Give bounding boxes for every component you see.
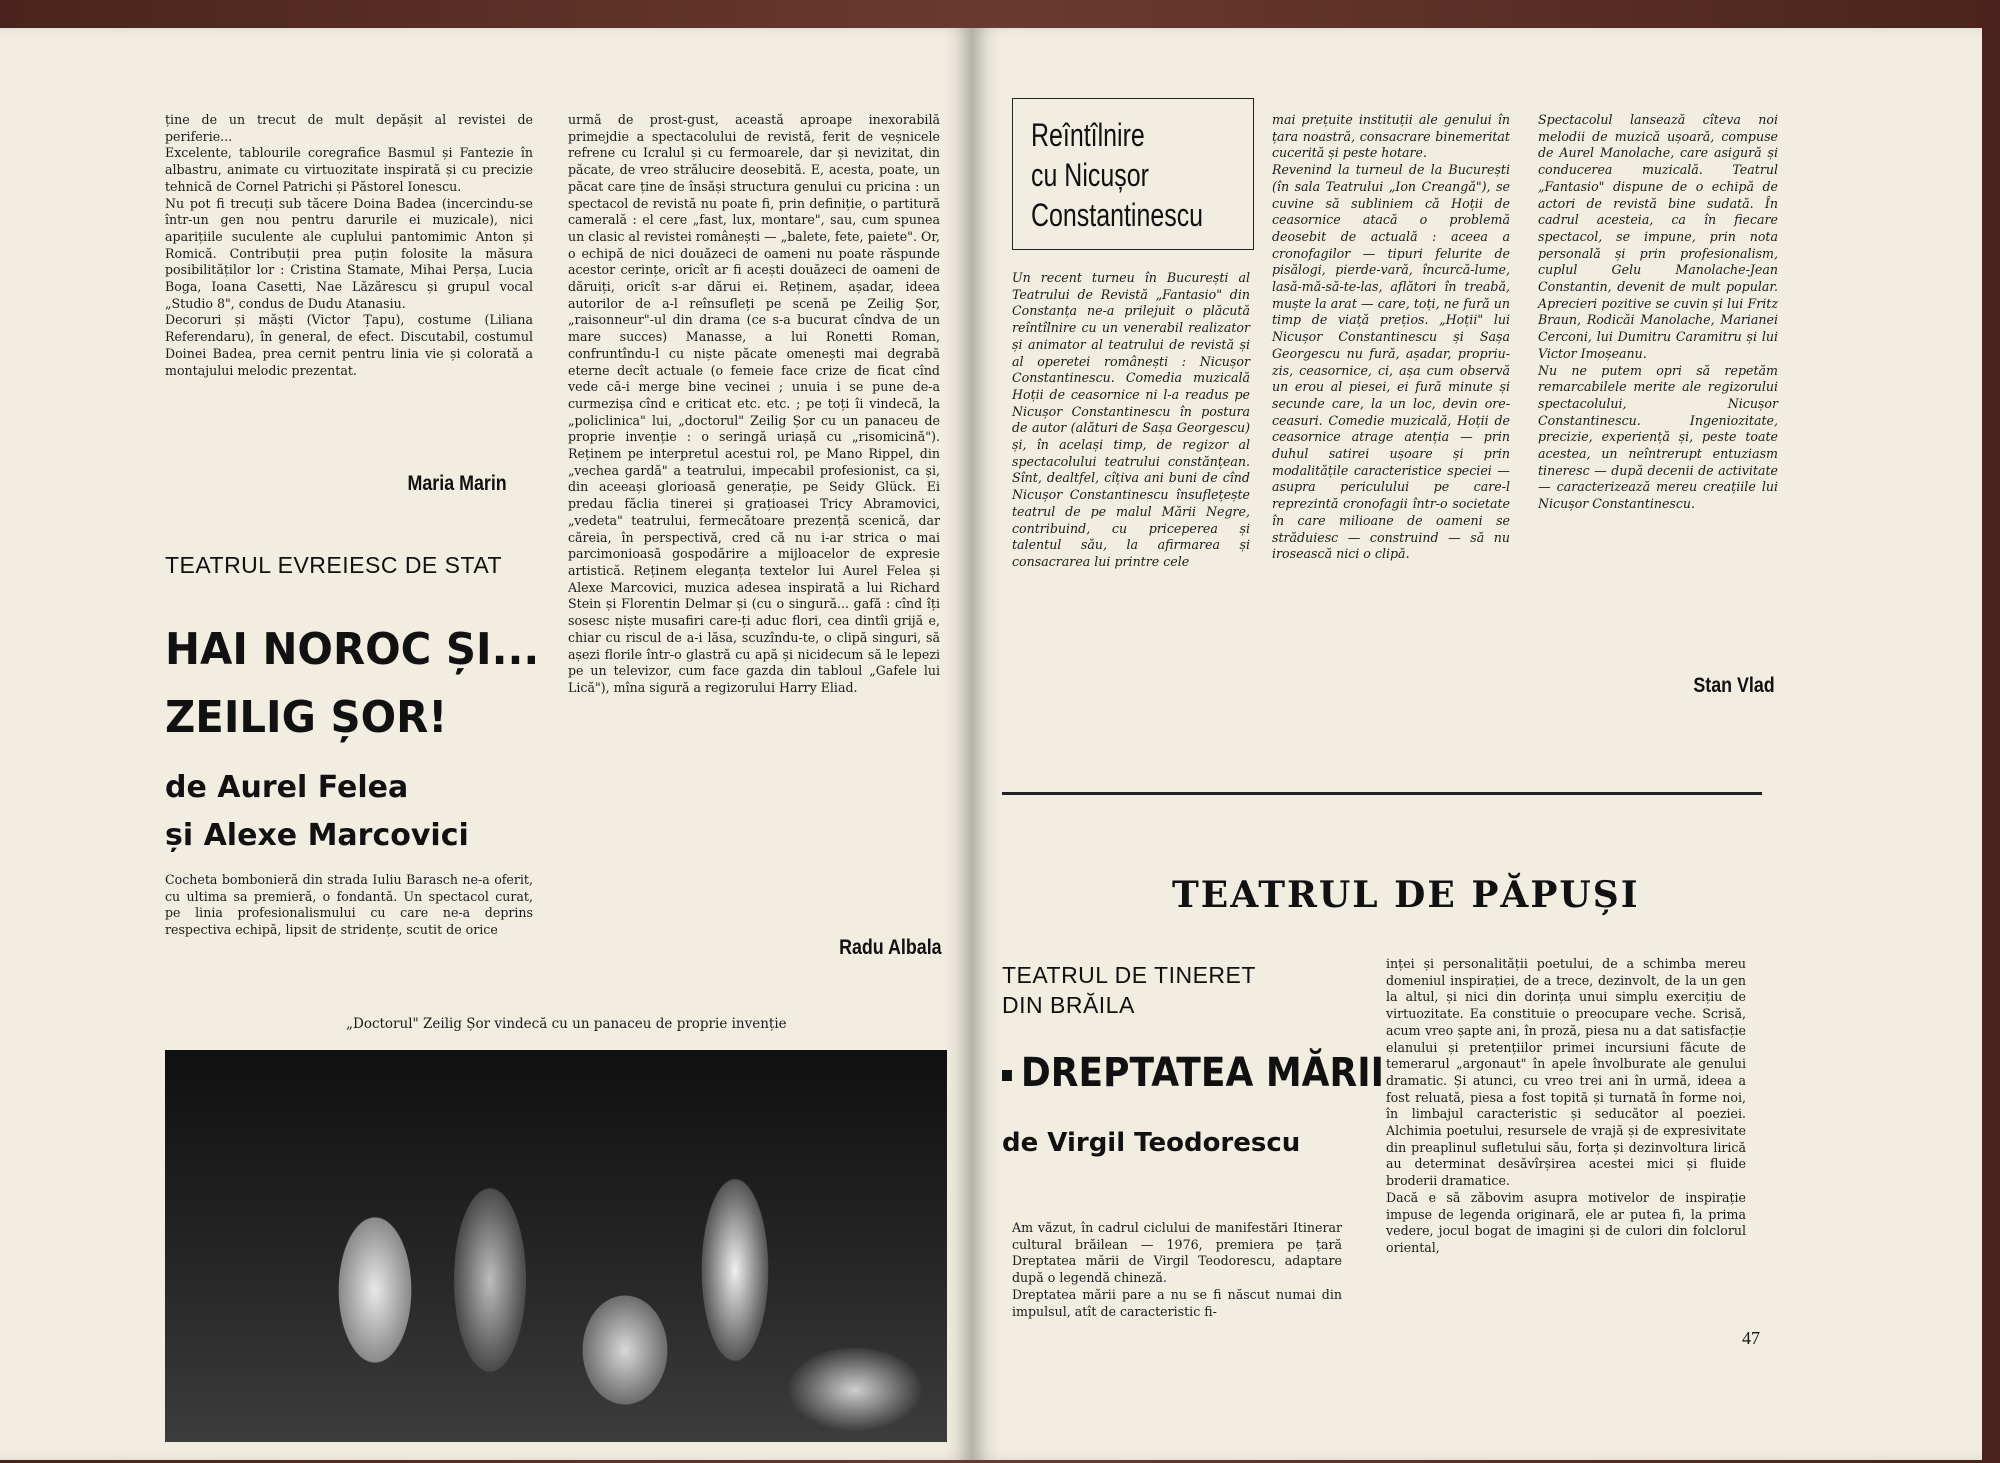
theatre-name-braila-line2: DIN BRĂILA xyxy=(1002,992,1135,1018)
right-col1-text: Un recent turneu în București al Teatrului de Revistă „Fantasio" din Constanța ne-a prilejuit o plăcută reîntîlnire cu un venerabil realizator și animator al teatrului de revistă și al operetei românești : Nicușor Constantinescu. Comedia muzicală Hoții de ceasornice ni l-a readus pe Nicușor Constantinescu în postura de autor (alături de Sașa Georgescu) și, în același timp, de regizor al spectacolului teatrului constănțean. Sînt, dealtfel, cîțiva ani buni de cînd Nicușor Constantinescu însuflețește teatrul de pe malul Mării Negre, contribuind, cu priceperea și talentul său, la afirmarea și consacrarea lui printre cele xyxy=(1012,270,1250,569)
bullet-square-icon xyxy=(1002,1070,1012,1081)
left-col1-review: Cocheta bombonieră din strada Iuliu Barasch ne-a oferit, cu ultima sa premieră, o fondantă. Un spectacol curat, pe linia profesionalismului cu care ne-a deprins respectiva echipă, lipsit de stridențe, scutit de orice xyxy=(165,872,533,938)
page-number: 47 xyxy=(1742,1328,1760,1348)
signature-stan-vlad: Stan Vlad xyxy=(1693,674,1775,697)
left-page xyxy=(0,28,972,1460)
play-title-dreptatea-text: DREPTATEA MĂRII xyxy=(1020,1050,1385,1096)
right-col2-text: mai prețuite instituții ale genului în țara noastră, consacrare binemeritat cucerită și peste hotare. Revenind la turneul de la București (în sala Teatrului „Ion Creangă"), se cuvine să subliniem că Hoții de ceasornice atacă o problemă deosebit de actuală : aceea a cronofagilor — tipuri felurite de pisălogi, pierde-vară, încurcă-lume, lasă-mă-să-te-las, aflători în treabă, muște la arat — care, toți, ne fură un timp de viață prețios. „Hoții" lui Nicușor Constantinescu și Sașa Georgescu nu fură, așadar, propriu-zis, ceasornice, ci, așa cum observă un erou al piesei, ei fură minute și secunde care, la un loc, devin ore-ceasuri. Comedie muzicală, Hoții de ceasornice atrage atenția — prin duhul satirei ușoare și prin modalitățile caracteristice speciei — asupra periculului pe care-l reprezintă cronofagii într-o societate în care milioane de oameni se străduiesc — construind — să nu irosească nici o clipă. xyxy=(1272,112,1510,562)
right-review-col1: Am văzut, în cadrul ciclului de manifestări Itinerar cultural brăilean — 1976, premiera pe țară Dreptatea mării de Virgil Teodorescu, adaptare după o legendă chineză. Dreptatea mării pare a nu se fi născut numai din impulsul, atît de caracteristic fi- xyxy=(1012,1220,1342,1319)
signature-radu-albala: Radu Albala xyxy=(839,936,942,959)
theatre-name-evreiesc: TEATRUL EVREIESC DE STAT xyxy=(165,552,503,578)
play-author-line2: și Alexe Marcovici xyxy=(165,818,469,853)
stage-photo xyxy=(165,1050,947,1442)
signature-maria-marin: Maria Marin xyxy=(407,472,507,495)
play-title-line1: HAI NOROC ȘI... xyxy=(165,624,540,675)
reintilnire-title: Reîntîlnire cu Nicușor Constantinescu xyxy=(1031,117,1204,233)
right-page xyxy=(972,28,1982,1460)
right-review-col2: inței și personalității poetului, de a schimba mereu domeniul inspirației, de a trece, dezinvolt, de la un gen la altul, și nici din dorința unui simplu exercițiu de virtuozitate. Ea constituie o preocupare veche. Scrisă, acum vreo șapte ani, în proză, piesa nu a dat satisfacție elanului și pretențiilor primei incursiuni făcute de temerarul „argonaut" în apele învolburate ale genului dramatic. Și atunci, cu vreo trei ani în urmă, ideea a fost reluată, piesa a fost topită și turnată în forme noi, în limbajul caracteristic și seducător al poeziei. Alchimia poetului, resursele de vrajă și de expresivitate din preaplinul sufletului său, forța și dezinvoltura lirică au determinat desăvîrșirea acestei mici și fluide broderii dramatice. Dacă e să zăbovim asupra motivelor de inspirație impuse de legenda originară, ele ar putea fi, la prima vedere, jocul bogat de imagini și de culori din folclorul oriental, xyxy=(1386,956,1746,1255)
left-col1-text: ține de un trecut de mult depășit al revistei de periferie... Excelente, tablourile coregrafice Basmul și Fantezie în albastru, animate cu virtuozitate inspirată și cu precizie tehnică de Cornel Patrichi și Păstorel Ionescu. Nu pot fi trecuți sub tăcere Doina Badea (incercindu-se într-un gen nou pentru darurile ei muzicale), nici aparițiile suculente ale cuplului pantomimic Anton și Romică. Contribuții prea puțin folosite la măsura posibilităților lor : Cristina Stamate, Mihai Perșa, Lucia Boga, Ioana Casetti, Nae Lăzărescu și grupul vocal „Studio 8", condus de Dudu Atanasiu. Decoruri și măști (Victor Țapu), costume (Liliana Referendaru), în general, de efect. Discutabil, costumul Doinei Badea, prea cernit pentru linia vie și colorată a montajului melodic prezentat. xyxy=(165,112,533,378)
theatre-name-braila-line1: TEATRUL DE TINERET xyxy=(1002,962,1256,988)
section-divider xyxy=(1002,792,1762,795)
photo-caption: „Doctorul" Zeilig Șor vindecă cu un panaceu de proprie invenție xyxy=(346,1016,787,1032)
play-title-dreptatea xyxy=(1002,1050,1384,1096)
section-title-papusi: TEATRUL DE PĂPUȘI xyxy=(1172,874,1640,916)
right-col3-text: Spectacolul lansează cîteva noi melodii de muzică ușoară, compuse de Aurel Manolache, care asigură și conducerea muzicală. Teatrul „Fantasio" dispune de o echipă de actori de revistă bine sudată. În cadrul acesteia, ca în fiecare spectacol, se impune, prin nota personală și prin profesionalism, cuplul Gelu Manolache-Jean Constantin, devenit de mult popular. Aprecieri pozitive se cuvin și lui Fritz Braun, Rodicăi Manolache, Marianei Cerconi, lui Dumitru Caramitru și lui Victor Imoșeanu. Nu ne putem opri să repetăm remarcabilele merite ale regizorului spectacolului, Nicușor Constantinescu. Ingeniozitate, precizie, experiență și, peste toate acestea, un neîntrerupt entuziasm tineresc — după decenii de activitate — caracterizează mereu creațiile lui Nicușor Constantinescu. xyxy=(1538,112,1778,512)
play-author-line1: de Aurel Felea xyxy=(165,770,409,805)
play-author-teodorescu: de Virgil Teodorescu xyxy=(1002,1128,1301,1158)
play-title-line2: ZEILIG ȘOR! xyxy=(165,692,448,743)
left-col2-text: urmă de prost-gust, această aproape inexorabilă primejdie a spectacolului de revistă, ferit de veșnicele refrene cu Icralul și cu fermoarele, dar și nevizitat, din păcate, de vreo strălucire deosebită. E, acesta, poate, un păcat care ține de însăși structura genului cu pricina : un spectacol de revistă nu poate fi, prin definiție, o partitură camerală : el cere „fast, lux, montare", sau, cum spunea un clasic al revistei românești — „balete, fete, paiete". Or, o echipă de nici douăzeci de oameni nu poate răspunde acestor cerințe, oricît ar fi acești douăzeci de oameni de dăruiți, oricît s-ar dărui ei. Reținem, așadar, ideea autorilor de a-l reînsufleți pe scenă pe Zeilig Șor, „raisonneur"-ul din drama (ce s-a bucurat cîndva de un mare succes) Manasse, a lui Ronetti Roman, confruntîndu-l cu niște păcate omenești mai degrabă eterne decît actuale (o femeie face crize de ficat cînd vede că-i merge bine vecinei ; unuia i se pune de-a curmezișa cînd e criticat etc. etc. ; pe toți îi vindecă, la „policlinica" lui, „doctorul" Zeilig Șor cu un panaceu de proprie invenție : o seringă uriașă cu „risomicină"). Reținem pe interpretul acestui rol, pe Mano Rippel, din „vechea gardă" a teatrului, impecabil profesionist, ca și, din aceeași glorioasă generație, pe Seidy Glück. Ei predau făclia tinerei și grațioasei Tricy Abramovici, „vedeta" teatrului, fermecătoare prezență scenică, dar căreia, în perspectivă, cred că nu i-ar strica o mai parcimonioasă gospodărire a mijloacelor de expresie artistică. Reținem eleganța textelor lui Aurel Felea și Alexe Marcovici, muzica adesea inspirată a lui Richard Stein și Florentin Delmar și (cu o singură... gafă : cînd îți sosesc niște musafiri care-ți aduc flori, cea dintîi grijă e, chiar cu riscul de a-i lăsa, scuzîndu-te, o clipă singuri, să așezi florile într-o glastră cu apă și nicidecum să le lepezi pe un televizor, cum face gazda din tabloul „Gafele lui Lică"), mîna sigură a regizorului Harry Eliad. xyxy=(568,112,940,695)
reintilnire-title-box xyxy=(1012,98,1254,250)
